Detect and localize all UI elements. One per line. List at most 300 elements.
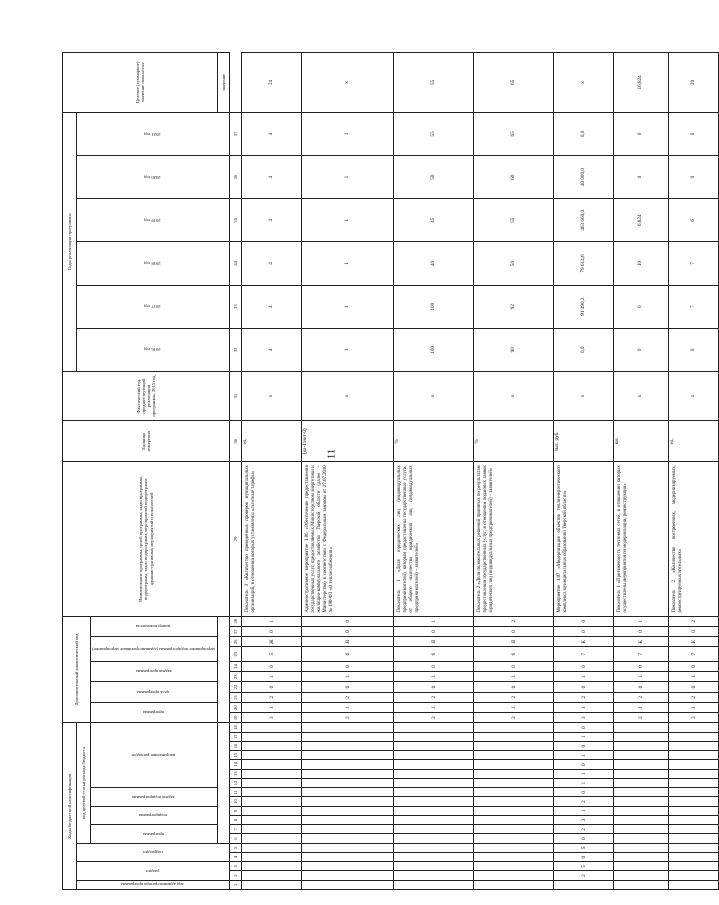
index-cell: 22: [230, 682, 242, 692]
code-digit-cell: [302, 853, 394, 862]
index-cell: 12: [230, 779, 242, 788]
code-digit-cell: [614, 779, 669, 788]
code-digit-cell: [394, 834, 474, 843]
code-digit-cell: [394, 723, 474, 732]
table-row: [554, 53, 614, 890]
code-digit-cell: 0: [614, 626, 669, 636]
code-digit-cell: 2: [474, 616, 554, 626]
target-article-header: код целевой статьи расхода бюджета: [77, 723, 91, 843]
year-value-cell: 463 660,0: [554, 199, 614, 242]
code-digit-cell: [394, 779, 474, 788]
zadacha-programmy-header: задача программы: [135, 669, 172, 675]
year-value-cell: 0,0: [554, 328, 614, 371]
code-digit-cell: [669, 769, 719, 778]
extra-code-header: Дополнительный аналитический код: [63, 616, 91, 723]
code-digit-cell: [242, 816, 302, 825]
code-digit-cell: 0: [614, 682, 669, 692]
index-cell: 6: [230, 834, 242, 843]
code-digit-cell: [614, 769, 669, 778]
code-digit-cell: 0: [669, 682, 719, 692]
code-digit-cell: [614, 862, 669, 871]
indicator-name-cell: Административное мероприятие 1.06 «Обеспечение предоставления государственных услуг, предоставляемых Министерством энергетики и жилищно-коммунального хозяйства Тверской области (далее – Министерство) в соответствии с Федеральным законом от 27.07.2010 № 190-ФЗ «О теплоснабжении»: [302, 462, 394, 616]
year-value-cell: 0: [669, 156, 719, 199]
index-cell: 10: [230, 797, 242, 806]
code-digit-cell: 3: [554, 816, 614, 825]
code-digit-cell: [474, 779, 554, 788]
index-cell: 32: [230, 328, 242, 371]
code-digit-cell: 0: [669, 626, 719, 636]
unit-cell: (да-1/нет-0): [302, 421, 394, 462]
code-digit-cell: 1: [302, 672, 394, 682]
column-index-row: [230, 53, 242, 890]
index-cell: 1: [230, 880, 242, 889]
code-digit-cell: 0: [554, 788, 614, 797]
index-cell: 11: [230, 788, 242, 797]
code-digit-cell: [669, 806, 719, 815]
year-2018-header: 2018 год: [144, 261, 161, 267]
code-digit-cell: 2: [474, 692, 554, 702]
year-value-cell: 92: [474, 285, 554, 328]
code-digit-cell: 3: [474, 713, 554, 723]
code-digit-cell: [614, 760, 669, 769]
index-cell: 5: [230, 843, 242, 852]
indicator-name-cell: Показатель 1 «Протяженность тепловых сетей, в отношении которых осуществлены мероприятия по модернизации, реконструкции»: [614, 462, 669, 616]
code-digit-cell: 0: [474, 682, 554, 692]
table-row: [242, 53, 302, 890]
code-digit-cell: 3: [554, 713, 614, 723]
code-digit-cell: [669, 760, 719, 769]
code-digit-cell: [302, 816, 394, 825]
fact-value-cell: х: [474, 371, 554, 420]
code-digit-cell: [554, 880, 614, 889]
code-digit-cell: [474, 723, 554, 732]
code-digit-cell: [474, 751, 554, 760]
code-digit-cell: [242, 797, 302, 806]
code-digit-cell: [394, 742, 474, 751]
year-2017-header: 2017 год: [144, 304, 161, 310]
index-cell: 21: [230, 692, 242, 702]
code-digit-cell: 1: [394, 702, 474, 712]
table-row: [614, 53, 669, 890]
code-digit-cell: 0: [669, 661, 719, 671]
code-digit-cell: 0: [302, 616, 394, 626]
table-row: [474, 53, 554, 890]
year-value-cell: 1: [302, 285, 394, 328]
rotated-table-container: [62, 52, 697, 890]
code-digit-cell: Ж: [242, 637, 302, 647]
code-digit-cell: [669, 779, 719, 788]
target-value-cell: 16,824: [614, 53, 669, 113]
target-value-cell: 20: [669, 53, 719, 113]
indicator-name-cell: Показатель 2 «Доля положительных решений принятых по результатам предоставления государственных услуг, в отношении поданных заявок юридических лиц (индивидуальных предпринимателей) – заявителей»: [474, 462, 554, 616]
code-digit-cell: 0: [554, 616, 614, 626]
code-digit-cell: [669, 723, 719, 732]
year-value-cell: 4: [242, 112, 302, 155]
year-value-cell: 0: [669, 112, 719, 155]
code-digit-cell: [394, 760, 474, 769]
year-value-cell: 10: [614, 242, 669, 285]
code-digit-cell: 0: [554, 760, 614, 769]
code-digit-cell: Я: [394, 637, 474, 647]
code-digit-cell: 7: [669, 647, 719, 661]
fact-value-cell: х: [394, 371, 474, 420]
code-digit-cell: 3: [614, 713, 669, 723]
code-digit-cell: 1: [554, 702, 614, 712]
page-number: 11: [325, 448, 338, 460]
code-digit-cell: [474, 853, 554, 862]
code-digit-cell: 0: [394, 626, 474, 636]
index-cell: 26: [230, 637, 242, 647]
code-digit-cell: [614, 723, 669, 732]
code-digit-cell: 0: [242, 661, 302, 671]
code-digit-cell: [669, 797, 719, 806]
indicator-name-cell: Мероприятие 1.07 «Модернизация объектов теплоэнергетического комплекса муниципальных образований Тверской области»: [554, 462, 614, 616]
indicator-name-cell: Показатель 2 «Количество построенных, модернизируемых, реконструируемых котельных»: [669, 462, 719, 616]
year-value-cell: 4: [242, 156, 302, 199]
code-digit-cell: 0: [394, 682, 474, 692]
code-digit-cell: 1: [554, 769, 614, 778]
code-digit-cell: [614, 732, 669, 741]
fact-value-cell: х: [302, 371, 394, 420]
code-digit-cell: 2: [554, 692, 614, 702]
code-digit-cell: 2: [554, 871, 614, 880]
code-digit-cell: [474, 816, 554, 825]
name-header: Наименование программы, целей программы, задач программы, подпрограмм, задач подпрограмм, мероприятий подпрограмм, административных мероприятий и показателей: [63, 462, 230, 616]
code-digit-cell: [242, 871, 302, 880]
code-digit-cell: [474, 862, 554, 871]
code-digit-cell: [302, 825, 394, 834]
indicator-name-cell: Показатель 3 «Количество проведенных проверок муниципальных организаций, в отношении которых установлены «льготные тарифы»: [242, 462, 302, 616]
code-digit-cell: [669, 751, 719, 760]
index-cell: 30: [230, 421, 242, 462]
code-digit-cell: [302, 779, 394, 788]
index-cell: 7: [230, 825, 242, 834]
code-digit-cell: [302, 797, 394, 806]
code-digit-cell: 1: [614, 702, 669, 712]
code-digit-cell: 5: [554, 862, 614, 871]
code-digit-cell: [302, 732, 394, 741]
index-cell: 28: [230, 616, 242, 626]
code-digit-cell: [302, 871, 394, 880]
code-digit-cell: 7: [614, 647, 669, 661]
unit-cell: %: [474, 421, 554, 462]
index-cell: 18: [230, 723, 242, 732]
year-value-cell: 0: [614, 328, 669, 371]
code-digit-cell: 1: [554, 779, 614, 788]
year-value-cell: 0: [669, 328, 719, 371]
code-digit-cell: 0: [554, 682, 614, 692]
index-cell: 19: [230, 713, 242, 723]
code-digit-cell: [669, 834, 719, 843]
code-digit-cell: 1: [302, 702, 394, 712]
index-cell: 23: [230, 672, 242, 682]
code-digit-cell: 1: [554, 732, 614, 741]
year-value-cell: 90: [474, 328, 554, 371]
code-digit-cell: 1: [554, 751, 614, 760]
code-digit-cell: 1: [474, 672, 554, 682]
year-value-cell: 1: [302, 156, 394, 199]
year-value-cell: 65: [474, 112, 554, 155]
code-digit-cell: 0: [554, 853, 614, 862]
code-digit-cell: 1: [614, 672, 669, 682]
code-digit-cell: Я: [302, 637, 394, 647]
unit-cell: ед.: [669, 421, 719, 462]
code-digit-cell: 7: [554, 647, 614, 661]
code-digit-cell: Я: [474, 637, 554, 647]
index-cell: 35: [230, 199, 242, 242]
code-digit-cell: К: [669, 637, 719, 647]
code-digit-cell: 2: [669, 692, 719, 702]
code-digit-cell: [669, 825, 719, 834]
code-digit-cell: [614, 880, 669, 889]
year-value-cell: 0: [614, 112, 669, 155]
index-cell: 25: [230, 647, 242, 661]
napravlenie-header: направление расходов: [131, 753, 176, 758]
code-digit-cell: [394, 825, 474, 834]
code-digit-cell: [394, 788, 474, 797]
fact-value-cell: х: [669, 371, 719, 420]
code-digit-cell: [302, 742, 394, 751]
code-digit-cell: 5: [554, 843, 614, 852]
year-value-cell: 1: [302, 112, 394, 155]
code-digit-cell: [242, 843, 302, 852]
year-value-cell: 60: [474, 156, 554, 199]
podprogramma-header: подпрограмма: [139, 813, 168, 819]
year-2020-header: 2020 год: [144, 174, 161, 180]
code-digit-cell: [474, 732, 554, 741]
code-digit-cell: [474, 769, 554, 778]
code-digit-cell: 1: [669, 702, 719, 712]
code-digit-cell: [242, 723, 302, 732]
code-digit-cell: [242, 825, 302, 834]
fact-header: Фактический год, предшествующий реализации программы, 2015 год: [63, 371, 230, 420]
year-value-cell: 40: [394, 242, 474, 285]
code-digit-cell: [614, 806, 669, 815]
code-digit-cell: 2: [669, 616, 719, 626]
code-digit-cell: 2: [242, 692, 302, 702]
code-digit-cell: [394, 862, 474, 871]
nomer-pokazatelya-header: номер показателя: [136, 624, 171, 629]
table-body: [242, 53, 719, 890]
index-cell: 13: [230, 769, 242, 778]
code-digit-cell: [302, 834, 394, 843]
fact-value-cell: х: [554, 371, 614, 420]
target-value-cell: 55: [394, 53, 474, 113]
target-header: Целевое (суммарное) значение показателя: [63, 53, 218, 113]
code-digit-cell: 0: [302, 626, 394, 636]
cel-header: цель программы: [137, 689, 170, 695]
code-digit-cell: [242, 862, 302, 871]
unit-cell: тыс. руб.: [554, 421, 614, 462]
code-digit-cell: 2: [302, 692, 394, 702]
razdel-header: раздел: [146, 868, 159, 874]
code-digit-cell: [394, 806, 474, 815]
code-digit-cell: [474, 843, 554, 852]
programma-header: программа: [142, 831, 164, 837]
year-value-cell: 1: [302, 242, 394, 285]
index-cell: 36: [230, 156, 242, 199]
code-digit-cell: [242, 769, 302, 778]
unit-cell: %: [394, 421, 474, 462]
code-digit-cell: [669, 871, 719, 880]
year-value-cell: 45: [394, 199, 474, 242]
year-value-cell: 50: [394, 156, 474, 199]
index-cell: 27: [230, 626, 242, 636]
code-digit-cell: [474, 788, 554, 797]
year-value-cell: 4: [242, 242, 302, 285]
code-digit-cell: [614, 853, 669, 862]
code-digit-cell: [242, 779, 302, 788]
code-digit-cell: 1: [554, 806, 614, 815]
year-2016-header: 2016 год: [144, 347, 161, 353]
code-digit-cell: [394, 843, 474, 852]
unit-header: Единица измерения: [63, 421, 230, 462]
index-cell: 34: [230, 242, 242, 285]
code-digit-cell: 5: [242, 647, 302, 661]
meropriyatie-header: мероприятие подпрограммы (административное мероприятие): [92, 646, 215, 652]
code-digit-cell: [394, 769, 474, 778]
code-digit-cell: [302, 751, 394, 760]
code-digit-cell: [669, 742, 719, 751]
fact-value-cell: х: [614, 371, 669, 420]
program-indicators-table: [62, 52, 719, 890]
code-digit-cell: 6: [474, 647, 554, 661]
year-value-cell: 100: [394, 285, 474, 328]
code-digit-cell: 3: [669, 713, 719, 723]
index-cell: 33: [230, 285, 242, 328]
code-digit-cell: 1: [242, 702, 302, 712]
index-cell: 2: [230, 871, 242, 880]
year-2021-header: 2021 год: [144, 131, 161, 137]
code-digit-cell: К: [614, 637, 669, 647]
code-digit-cell: 1: [394, 616, 474, 626]
code-digit-cell: 0: [242, 626, 302, 636]
code-digit-cell: 1: [554, 672, 614, 682]
code-digit-cell: 1: [242, 672, 302, 682]
year-value-cell: 4: [242, 328, 302, 371]
code-digit-cell: [669, 788, 719, 797]
code-digit-cell: [394, 732, 474, 741]
kbk-header: Коды бюджетной классификации: [63, 723, 77, 890]
add-programma-header: программа: [142, 710, 164, 716]
code-digit-cell: [242, 834, 302, 843]
year-value-cell: 1: [302, 328, 394, 371]
code-digit-cell: 1: [614, 616, 669, 626]
code-digit-cell: [669, 816, 719, 825]
code-digit-cell: [669, 853, 719, 862]
code-digit-cell: [302, 862, 394, 871]
index-cell: 29: [230, 462, 242, 616]
code-digit-cell: [474, 880, 554, 889]
code-digit-cell: [614, 825, 669, 834]
code-digit-cell: 0: [474, 661, 554, 671]
code-digit-cell: [474, 825, 554, 834]
code-digit-cell: 2: [554, 825, 614, 834]
table-row: [669, 53, 719, 890]
code-digit-cell: 1: [242, 616, 302, 626]
unit-cell: ед.: [242, 421, 302, 462]
index-cell: 8: [230, 816, 242, 825]
unit-cell: км: [614, 421, 669, 462]
admin-code-header: код администратора программы: [121, 882, 184, 887]
code-digit-cell: [474, 797, 554, 806]
code-digit-cell: [614, 816, 669, 825]
code-digit-cell: [302, 769, 394, 778]
zadacha-podprogrammy-header: задача подпрограммы: [132, 794, 175, 800]
rotated-table-frame: [62, 52, 697, 890]
year-value-cell: 100: [394, 328, 474, 371]
code-digit-cell: [669, 732, 719, 741]
target-value-cell: х: [302, 53, 394, 113]
target-value-cell: 24: [242, 53, 302, 113]
index-cell: 24: [230, 661, 242, 671]
code-digit-cell: [394, 816, 474, 825]
code-digit-cell: 0: [554, 834, 614, 843]
index-cell: 14: [230, 760, 242, 769]
code-digit-cell: 0: [242, 682, 302, 692]
indicator-name-cell: Показатель 1 «Доля юридических лиц (индивидуальных предпринимателей), которым предоставлены государственные услуги, от общего количества юридических лиц (индивидуальных предпринимателей) – заявителей»: [394, 462, 474, 616]
code-digit-cell: [302, 788, 394, 797]
code-digit-cell: [394, 751, 474, 760]
code-digit-cell: [614, 871, 669, 880]
code-digit-cell: [242, 880, 302, 889]
index-cell: 37: [230, 112, 242, 155]
year-value-cell: 7: [669, 285, 719, 328]
code-digit-cell: К: [554, 637, 614, 647]
code-digit-cell: 0: [554, 742, 614, 751]
index-cell: 15: [230, 751, 242, 760]
code-digit-cell: 6: [302, 647, 394, 661]
znachenie-header: значение: [218, 53, 230, 113]
code-digit-cell: 0: [614, 661, 669, 671]
target-value-cell: х: [554, 53, 614, 113]
code-digit-cell: [242, 788, 302, 797]
code-digit-cell: [474, 760, 554, 769]
code-digit-cell: [302, 806, 394, 815]
code-digit-cell: [302, 723, 394, 732]
code-digit-cell: [302, 880, 394, 889]
index-cell: 4: [230, 853, 242, 862]
index-cell: 16: [230, 742, 242, 751]
code-digit-cell: 1: [474, 702, 554, 712]
year-value-cell: 7: [669, 242, 719, 285]
code-digit-cell: [242, 732, 302, 741]
years-header: Годы реализации программы: [63, 112, 77, 371]
code-digit-cell: [302, 843, 394, 852]
code-digit-cell: 0: [302, 661, 394, 671]
year-value-cell: 4: [242, 199, 302, 242]
code-digit-cell: [474, 834, 554, 843]
code-digit-cell: 3: [394, 713, 474, 723]
code-digit-cell: [669, 862, 719, 871]
podrazdel-header: подраздел: [142, 850, 163, 856]
code-digit-cell: 1: [669, 672, 719, 682]
target-value-cell: 65: [474, 53, 554, 113]
code-digit-cell: [614, 834, 669, 843]
year-value-cell: 0: [614, 285, 669, 328]
code-digit-cell: 0: [474, 626, 554, 636]
code-digit-cell: [614, 797, 669, 806]
code-digit-cell: [474, 871, 554, 880]
code-digit-cell: 6: [394, 647, 474, 661]
code-digit-cell: [614, 843, 669, 852]
year-value-cell: 6: [669, 199, 719, 242]
index-cell: 3: [230, 862, 242, 871]
code-digit-cell: [394, 871, 474, 880]
code-digit-cell: 2: [554, 797, 614, 806]
year-value-cell: 40 000,0: [554, 156, 614, 199]
code-digit-cell: [242, 742, 302, 751]
